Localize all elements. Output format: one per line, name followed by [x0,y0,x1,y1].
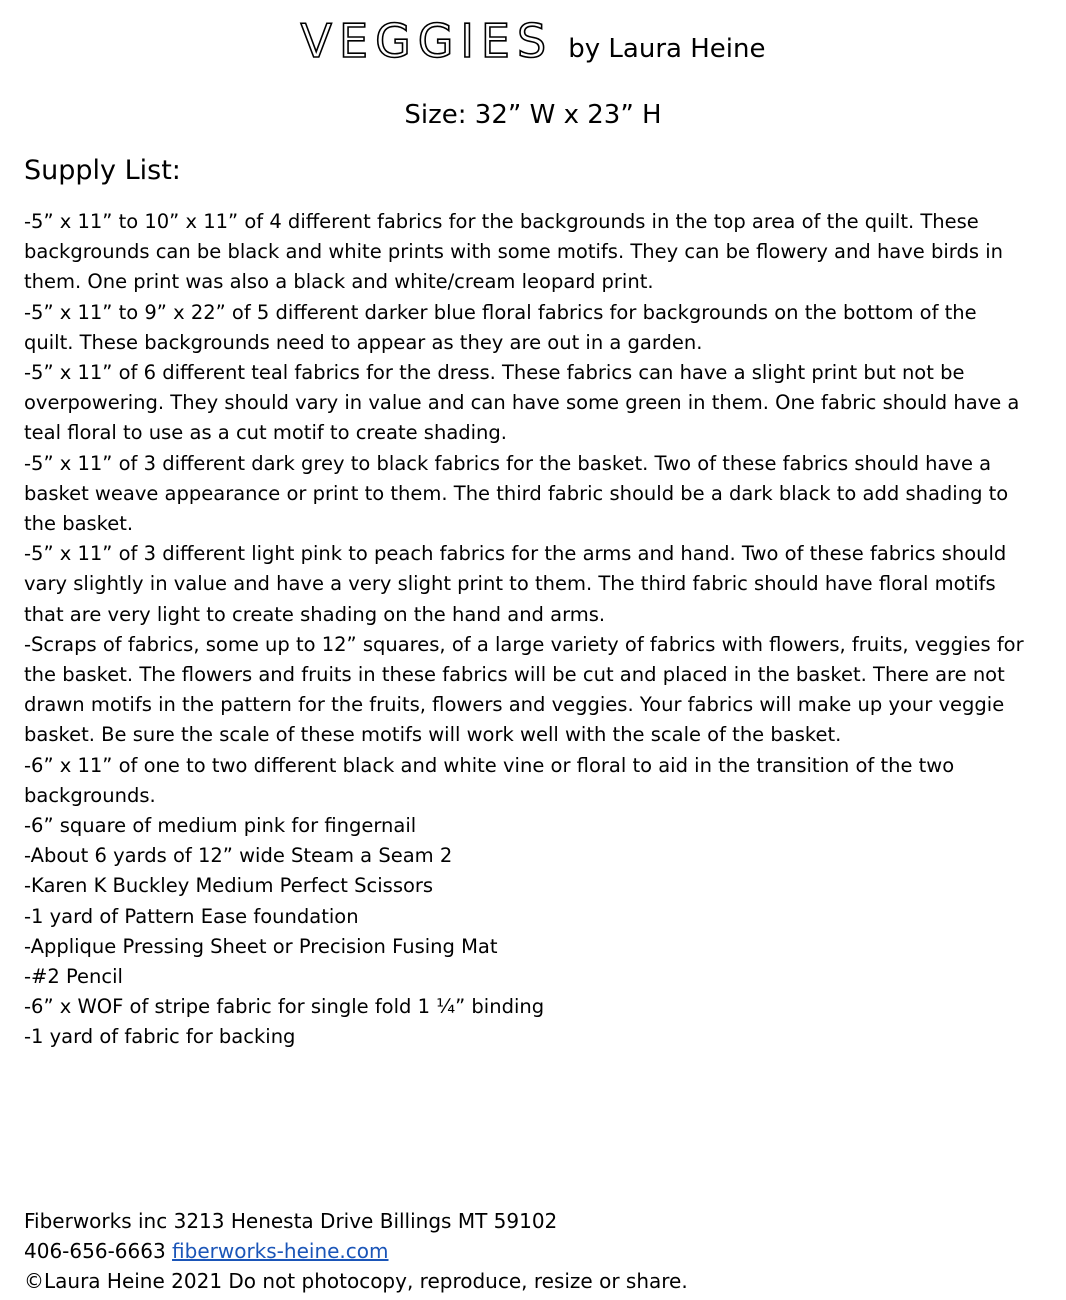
supply-item-dress-fabrics: -5” x 11” of 6 different teal fabrics for the dress. These fabrics can have a slight print but not be overpowering. They should vary in value and can have some green in them. One fabric should have a teal floral to use as a cut motif to create shading. [24,361,1020,445]
pattern-title: VEGGIES [300,14,554,68]
supply-item-backing: -1 yard of fabric for backing [24,1025,296,1049]
quilt-size: Size: 32” W x 23” H [404,100,662,130]
website-link[interactable]: fiberworks-heine.com [172,1239,389,1263]
supply-item-transition-fabric: -6” x 11” of one to two different black and white vine or floral to aid in the transition of the two backgrounds. [24,753,955,807]
supply-item-basket-fabrics: -5” x 11” of 3 different dark grey to black fabrics for the basket. Two of these fabrics should have a basket weave appearance or print to them. The third fabric should be a dark black to add shading to the basket. [24,451,1009,536]
page-header [0,14,1066,68]
supply-item-binding: -6” x WOF of stripe fabric for single fold 1 ¼” binding [24,995,545,1019]
copyright-notice: ©Laura Heine 2021 Do not photocopy, reproduce, resize or share. [24,1269,688,1293]
supply-item-fingernail: -6” square of medium pink for fingernail [24,814,417,838]
supply-item-steam-a-seam: -About 6 yards of 12” wide Steam a Seam 2 [24,844,453,868]
contact-line [24,1236,1024,1266]
company-address: Fiberworks inc 3213 Henesta Drive Billings MT 59102 [24,1209,558,1233]
supply-item-pencil: -#2 Pencil [24,965,123,989]
supply-item-bottom-backgrounds: -5” x 11” to 9” x 22” of 5 different darker blue floral fabrics for backgrounds on the bottom of the quilt. These backgrounds need to appear as they are out in a garden. [24,300,977,354]
phone-number: 406-656-6663 [24,1239,166,1263]
supply-item-pressing-sheet: -Applique Pressing Sheet or Precision Fusing Mat [24,934,498,958]
author-byline: by Laura Heine [568,34,766,64]
supply-item-scraps: -Scraps of fabrics, some up to 12” squares, of a large variety of fabrics with flowers, fruits, veggies for the basket. The flowers and fruits in these fabrics will be cut and placed in the basket. There are not drawn motifs in the pattern for the fruits, flowers and veggies. Your fabrics will make up your veggie basket. Be sure the scale of these motifs will work well with the scale of the basket. [24,632,1024,747]
supply-item-skin-fabrics: -5” x 11” of 3 different light pink to peach fabrics for the arms and hand. Two of these fabrics should vary slightly in value and have a very slight print to them. The third fabric should have floral motifs that are very light to create shading on the hand and arms. [24,542,1007,626]
page-footer [24,1206,1024,1296]
supply-item-top-backgrounds: -5” x 11” to 10” x 11” of 4 different fabrics for the backgrounds in the top area of the quilt. These backgrounds can be black and white prints with some motifs. They can be flowery and have birds in them. One print was also a black and white/cream leopard print. [24,210,1003,294]
supply-list-heading: Supply List: [24,155,181,186]
supply-item-foundation: -1 yard of Pattern Ease foundation [24,904,359,928]
supply-list [24,207,1024,1053]
supply-item-scissors: -Karen K Buckley Medium Perfect Scissors [24,874,434,898]
